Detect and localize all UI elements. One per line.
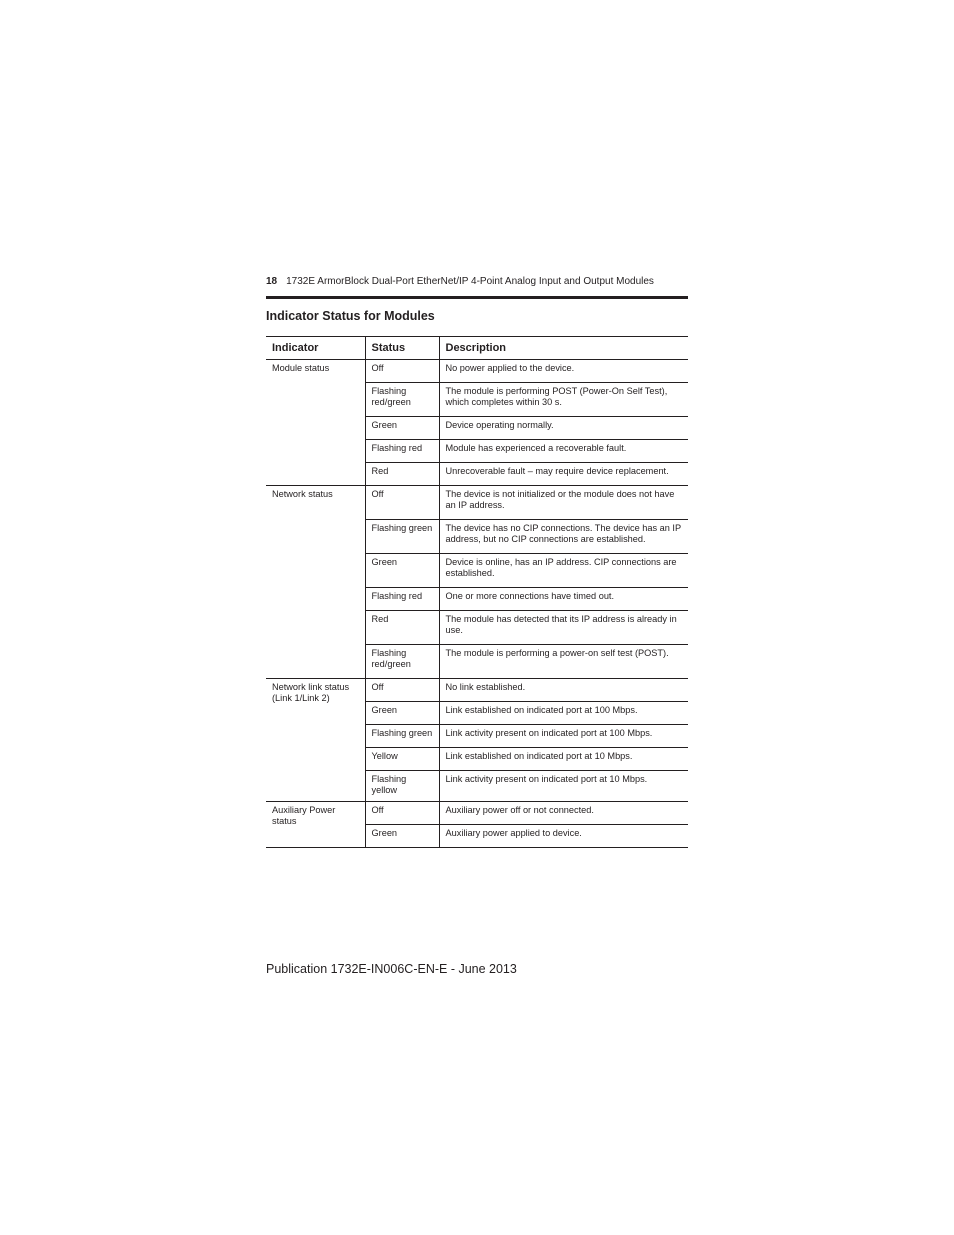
status-cell: Flashing green — [365, 725, 439, 748]
status-cell: Red — [365, 463, 439, 486]
status-cell: Flashing red/green — [365, 383, 439, 417]
status-cell: Off — [365, 486, 439, 520]
status-cell: Green — [365, 702, 439, 725]
description-cell: Link established on indicated port at 100 Mbps. — [439, 702, 688, 725]
table-header-row — [266, 337, 688, 360]
description-cell: Auxiliary power off or not connected. — [439, 802, 688, 825]
description-cell: No link established. — [439, 679, 688, 702]
description-cell: One or more connections have timed out. — [439, 588, 688, 611]
column-header-status: Status — [365, 337, 439, 360]
description-cell: The module has detected that its IP address is already in use. — [439, 611, 688, 645]
status-cell: Flashing red — [365, 588, 439, 611]
description-cell: Device is online, has an IP address. CIP connections are established. — [439, 554, 688, 588]
status-cell: Green — [365, 417, 439, 440]
publication-footer: Publication 1732E-IN006C-EN-E - June 2013 — [266, 962, 517, 976]
description-cell: Unrecoverable fault – may require device replacement. — [439, 463, 688, 486]
column-header-description: Description — [439, 337, 688, 360]
status-cell: Flashing green — [365, 520, 439, 554]
indicator-cell: Module status — [266, 360, 365, 486]
indicator-cell: Auxiliary Power status — [266, 802, 365, 848]
column-header-indicator: Indicator — [266, 337, 365, 360]
description-cell: The device has no CIP connections. The device has an IP address, but no CIP connections are established. — [439, 520, 688, 554]
description-cell: Module has experienced a recoverable fault. — [439, 440, 688, 463]
status-cell: Flashing red/green — [365, 645, 439, 679]
description-cell: The device is not initialized or the module does not have an IP address. — [439, 486, 688, 520]
status-cell: Yellow — [365, 748, 439, 771]
page-header — [266, 274, 688, 299]
status-cell: Green — [365, 554, 439, 588]
table-row — [266, 486, 688, 520]
status-cell: Flashing yellow — [365, 771, 439, 802]
section-title: Indicator Status for Modules — [266, 309, 435, 323]
page-number: 18 — [266, 276, 278, 287]
table-row — [266, 679, 688, 702]
indicator-status-table — [266, 336, 688, 848]
description-cell: The module is performing POST (Power-On Self Test), which completes within 30 s. — [439, 383, 688, 417]
status-cell: Red — [365, 611, 439, 645]
description-cell: Device operating normally. — [439, 417, 688, 440]
description-cell: Link activity present on indicated port at 10 Mbps. — [439, 771, 688, 802]
description-cell: The module is performing a power-on self test (POST). — [439, 645, 688, 679]
status-cell: Off — [365, 360, 439, 383]
description-cell: Link activity present on indicated port at 100 Mbps. — [439, 725, 688, 748]
status-cell: Flashing red — [365, 440, 439, 463]
table-row — [266, 360, 688, 383]
description-cell: Auxiliary power applied to device. — [439, 825, 688, 848]
indicator-cell: Network status — [266, 486, 365, 679]
status-cell: Off — [365, 802, 439, 825]
description-cell: Link established on indicated port at 10 Mbps. — [439, 748, 688, 771]
document-title: 1732E ArmorBlock Dual-Port EtherNet/IP 4-Point Analog Input and Output Modules — [286, 276, 654, 287]
description-cell: No power applied to the device. — [439, 360, 688, 383]
status-cell: Green — [365, 825, 439, 848]
indicator-cell: Network link status (Link 1/Link 2) — [266, 679, 365, 802]
table-row — [266, 802, 688, 825]
status-cell: Off — [365, 679, 439, 702]
